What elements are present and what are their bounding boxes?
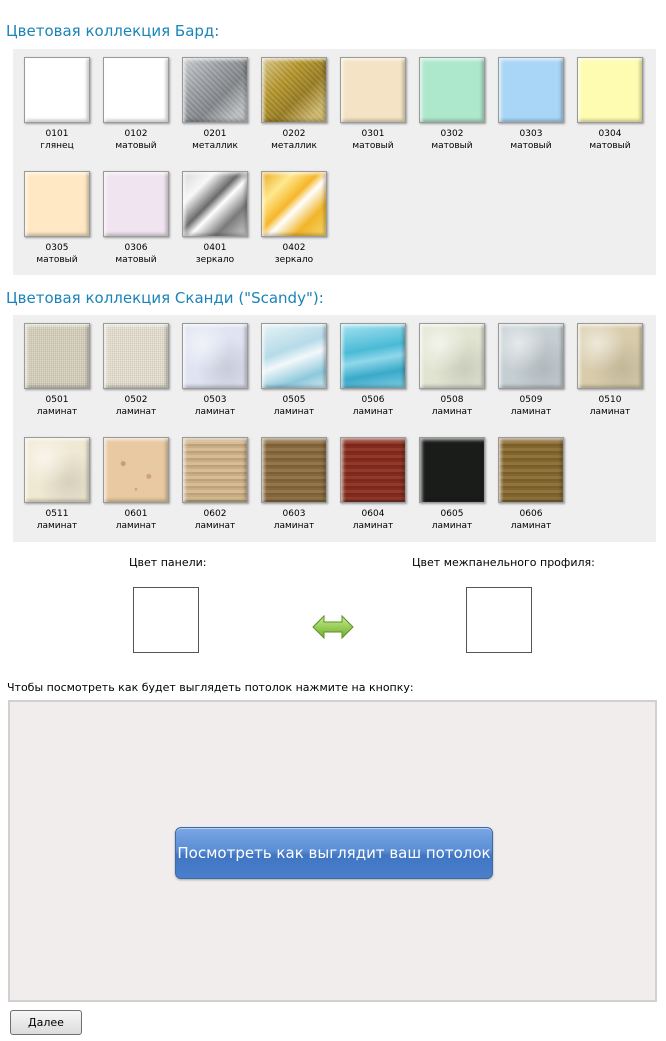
swatch-code: 0606 (519, 509, 543, 519)
swatch-finish: ламинат (431, 521, 473, 531)
swatch-finish: глянец (40, 141, 74, 151)
swatch-finish: металлик (271, 141, 317, 151)
swatch-finish: матовый (36, 255, 78, 265)
swatch-tile[interactable] (261, 57, 327, 123)
swatch-tile[interactable] (182, 171, 248, 237)
swatch-finish: матовый (589, 141, 631, 151)
swatch-finish: ламинат (273, 407, 315, 417)
scandy-swatch-0501[interactable] (23, 323, 91, 418)
swatch-code: 0503 (203, 395, 227, 405)
swatch-finish: матовый (115, 141, 157, 151)
swatch-code: 0102 (124, 129, 148, 139)
swatch-code: 0509 (519, 395, 543, 405)
profile-color-preview[interactable] (466, 587, 532, 653)
scandy-swatch-0506[interactable] (339, 323, 407, 418)
swatch-tile[interactable] (419, 323, 485, 389)
scandy-swatch-0601[interactable] (102, 437, 170, 532)
bard-swatch-0201[interactable] (181, 57, 249, 152)
swap-arrows-icon[interactable] (312, 614, 354, 640)
swatch-finish: зеркало (274, 255, 314, 265)
swatch-code: 0605 (440, 509, 464, 519)
scandy-swatch-0510[interactable] (576, 323, 644, 418)
ceiling-preview-area (8, 700, 657, 1002)
scandy-swatch-0511[interactable] (23, 437, 91, 532)
swatch-code: 0302 (440, 129, 464, 139)
swatch-tile[interactable] (261, 437, 327, 503)
scandy-swatch-0604[interactable] (339, 437, 407, 532)
swatch-code: 0301 (361, 129, 385, 139)
swatch-code: 0401 (203, 243, 227, 253)
swatch-finish: ламинат (36, 407, 78, 417)
bard-swatch-0304[interactable] (576, 57, 644, 152)
swatch-tile[interactable] (182, 57, 248, 123)
swatch-finish: ламинат (194, 407, 236, 417)
swatch-code: 0508 (440, 395, 464, 405)
swatch-code: 0201 (203, 129, 227, 139)
swatch-finish: металлик (192, 141, 238, 151)
bard-swatch-0303[interactable] (497, 57, 565, 152)
swatch-tile[interactable] (103, 323, 169, 389)
swatch-code: 0101 (45, 129, 69, 139)
bard-swatch-0301[interactable] (339, 57, 407, 152)
swatch-code: 0502 (124, 395, 148, 405)
swatch-code: 0604 (361, 509, 385, 519)
swatch-finish: ламинат (510, 407, 552, 417)
scandy-swatch-0605[interactable] (418, 437, 486, 532)
swatch-code: 0511 (45, 509, 69, 519)
swatch-code: 0304 (598, 129, 622, 139)
swatch-code: 0510 (598, 395, 622, 405)
scandy-swatch-0505[interactable] (260, 323, 328, 418)
swatch-finish: ламинат (115, 407, 157, 417)
swatch-finish: матовый (352, 141, 394, 151)
swatch-finish: матовый (431, 141, 473, 151)
swatch-finish: ламинат (36, 521, 78, 531)
swatch-tile[interactable] (261, 323, 327, 389)
swatch-code: 0305 (45, 243, 69, 253)
view-ceiling-button[interactable]: Посмотреть как выглядит ваш потолок (175, 827, 493, 879)
swatch-tile[interactable] (419, 437, 485, 503)
swatch-finish: матовый (115, 255, 157, 265)
swatch-tile[interactable] (498, 323, 564, 389)
scandy-swatch-0508[interactable] (418, 323, 486, 418)
swatch-finish: ламинат (510, 521, 552, 531)
scandy-swatch-0602[interactable] (181, 437, 249, 532)
preview-hint-text: Чтобы посмотреть как будет выглядеть потолок нажмите на кнопку: (7, 681, 414, 694)
bard-swatch-0101[interactable] (23, 57, 91, 152)
swatch-code: 0306 (124, 243, 148, 253)
bard-collection-title: Цветовая коллекция Бард: (6, 22, 220, 40)
swatch-finish: ламинат (194, 521, 236, 531)
swatch-code: 0602 (203, 509, 227, 519)
next-button[interactable]: Далее (10, 1010, 82, 1035)
swatch-tile[interactable] (103, 437, 169, 503)
swatch-finish: ламинат (352, 407, 394, 417)
swatch-code: 0506 (361, 395, 385, 405)
swatch-finish: зеркало (195, 255, 235, 265)
profile-color-label: Цвет межпанельного профиля: (412, 556, 595, 569)
bard-swatch-grid (13, 49, 656, 275)
bard-swatch-0306[interactable] (102, 171, 170, 266)
swatch-tile[interactable] (103, 171, 169, 237)
swatch-tile[interactable] (419, 57, 485, 123)
swatch-code: 0501 (45, 395, 69, 405)
swatch-tile[interactable] (577, 323, 643, 389)
swatch-code: 0202 (282, 129, 306, 139)
scandy-swatch-0509[interactable] (497, 323, 565, 418)
swatch-finish: ламинат (589, 407, 631, 417)
scandy-swatch-grid (13, 315, 656, 542)
swatch-tile[interactable] (340, 323, 406, 389)
bard-swatch-0302[interactable] (418, 57, 486, 152)
bard-swatch-0401[interactable] (181, 171, 249, 266)
bard-swatch-0402[interactable] (260, 171, 328, 266)
scandy-swatch-0503[interactable] (181, 323, 249, 418)
swatch-tile[interactable] (24, 57, 90, 123)
scandy-swatch-0603[interactable] (260, 437, 328, 532)
swatch-finish: матовый (510, 141, 552, 151)
swatch-tile[interactable] (340, 57, 406, 123)
swatch-tile[interactable] (182, 323, 248, 389)
scandy-swatch-0502[interactable] (102, 323, 170, 418)
swatch-tile[interactable] (498, 437, 564, 503)
swatch-tile[interactable] (182, 437, 248, 503)
bard-swatch-0305[interactable] (23, 171, 91, 266)
swatch-tile[interactable] (103, 57, 169, 123)
bard-swatch-0202[interactable] (260, 57, 328, 152)
swatch-tile[interactable] (340, 437, 406, 503)
swatch-tile[interactable] (577, 57, 643, 123)
swatch-tile[interactable] (24, 437, 90, 503)
panel-color-preview[interactable] (133, 587, 199, 653)
swatch-finish: ламинат (115, 521, 157, 531)
swatch-code: 0303 (519, 129, 543, 139)
swatch-tile[interactable] (498, 57, 564, 123)
swatch-tile[interactable] (261, 171, 327, 237)
panel-color-label: Цвет панели: (129, 556, 207, 569)
swatch-code: 0603 (282, 509, 306, 519)
swatch-finish: ламинат (352, 521, 394, 531)
swatch-tile[interactable] (24, 171, 90, 237)
swatch-code: 0402 (282, 243, 306, 253)
bard-swatch-0102[interactable] (102, 57, 170, 152)
swatch-finish: ламинат (273, 521, 315, 531)
swatch-code: 0601 (124, 509, 148, 519)
swatch-finish: ламинат (431, 407, 473, 417)
swatch-tile[interactable] (24, 323, 90, 389)
scandy-swatch-0606[interactable] (497, 437, 565, 532)
swatch-code: 0505 (282, 395, 306, 405)
scandy-collection-title: Цветовая коллекция Сканди ("Scandy"): (6, 289, 324, 307)
